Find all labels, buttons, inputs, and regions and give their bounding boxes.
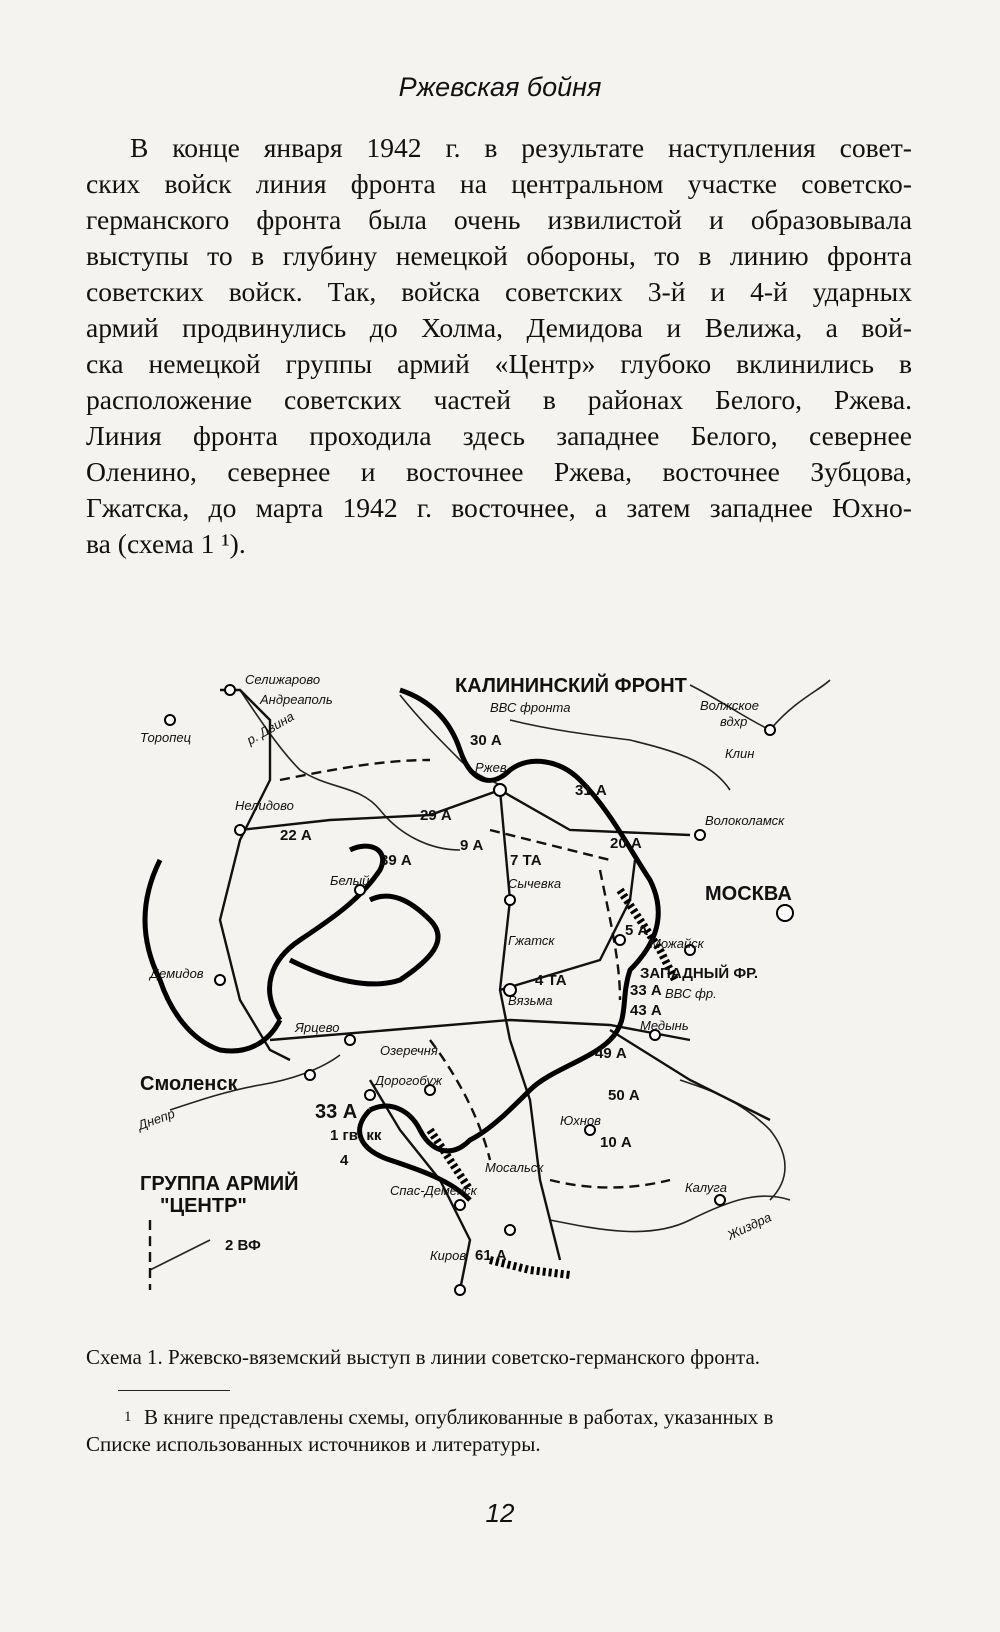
label-dorogobuzh: Дорогобуж	[375, 1073, 442, 1088]
label-mozhaisk: Можайск	[650, 936, 704, 951]
paragraph-line: советских войск. Так, войска советских 3-й и 4-й ударных	[86, 276, 912, 307]
label-vyazma: Вязьма	[508, 993, 553, 1008]
label-klin: Клин	[725, 746, 755, 761]
footnote-line: В книге представлены схемы, опубликованные в работах, указанных в	[144, 1405, 774, 1429]
label-andreapol: Андреаполь	[260, 692, 333, 707]
army-43: 43 А	[630, 1002, 662, 1019]
army-31: 31 А	[575, 782, 607, 799]
army-4-airborne: 4	[340, 1152, 349, 1169]
footnote-marker: 1	[124, 1409, 132, 1425]
paragraph-line: Гжатска, до марта 1942 г. восточнее, а затем западнее Юхно-	[86, 492, 912, 523]
label-gzhatsk: Гжатск	[508, 933, 555, 948]
army-5: 5 А	[625, 922, 649, 939]
footnote-divider	[118, 1390, 230, 1391]
label-volga-reservoir: Волжское	[700, 698, 759, 713]
paragraph-line: расположение советских частей в районах Белого, Ржева.	[86, 384, 912, 415]
army-33-south: 33 А	[315, 1101, 358, 1123]
footnote-line: Списке использованных источников и литературы.	[86, 1432, 541, 1456]
paragraph-line: Оленино, севернее и восточнее Ржева, восточнее Зубцова,	[86, 456, 912, 487]
army-20: 20 А	[610, 835, 642, 852]
label-spas-demensk: Спас-Деменск	[390, 1183, 477, 1198]
running-head: Ржевская бойня	[398, 72, 602, 102]
label-dnepr: Днепр	[135, 1105, 177, 1133]
label-kirov: Киров	[430, 1248, 467, 1263]
label-western-front: ЗАПАДНЫЙ ФР.	[640, 965, 759, 982]
label-smolensk: Смоленск	[140, 1073, 238, 1095]
army-61: 61 А	[475, 1247, 507, 1264]
label-volga-reservoir-abbr: вдхр	[720, 714, 748, 729]
army-33: 33 А	[630, 982, 662, 999]
army-39: 39 А	[380, 852, 412, 869]
paragraph-line: армий продвинулись до Холма, Демидова и Велижа, а вой-	[86, 312, 912, 343]
label-group-center-name: "ЦЕНТР"	[160, 1195, 247, 1217]
paragraph-line: ска немецкой группы армий «Центр» глубоко вклинились в	[86, 348, 912, 379]
label-mosalsk: Мосальск	[485, 1160, 544, 1175]
page-number: 12	[485, 1498, 515, 1528]
paragraph-line: ских войск линия фронта на центральном участке советско-	[86, 168, 912, 199]
army-49: 49 А	[595, 1045, 627, 1062]
label-yartsevo: Ярцево	[295, 1020, 340, 1035]
label-dvina: р. Двина	[244, 708, 297, 748]
army-29: 29 А	[420, 807, 452, 824]
label-vvs-western: ВВС фр.	[665, 986, 717, 1001]
army-22: 22 А	[280, 827, 312, 844]
paragraph-line: Линия фронта проходила здесь западнее Белого, севернее	[86, 420, 912, 451]
army-9: 9 А	[460, 837, 484, 854]
army-10: 10 А	[600, 1134, 632, 1151]
army-50: 50 А	[608, 1087, 640, 1104]
label-vvs-front: ВВС фронта	[490, 700, 571, 715]
figure-caption: Схема 1. Ржевско-вяземский выступ в линии советско-германского фронта.	[86, 1345, 761, 1369]
label-zhizdra: Жиздра	[724, 1209, 774, 1243]
army-30: 30 А	[470, 732, 502, 749]
footnote	[86, 1404, 912, 1458]
paragraph-line: В конце января 1942 г. в результате наступления совет-	[130, 132, 912, 163]
label-kalinin-front: КАЛИНИНСКИЙ ФРОНТ	[455, 675, 687, 697]
paragraph-line: выступы то в глубину немецкой обороны, то в линию фронта	[86, 240, 912, 271]
label-rzhev: Ржев	[475, 760, 507, 775]
label-belyi: Белый	[330, 873, 370, 888]
label-kaluga: Калуга	[685, 1180, 727, 1195]
label-group-center: ГРУППА АРМИЙ	[140, 1173, 299, 1195]
label-toropets: Торопец	[140, 730, 192, 745]
paragraph-line: ва (схема 1 ¹).	[86, 528, 246, 559]
label-ozerechnya: Озеречня	[380, 1043, 438, 1058]
body-paragraph	[86, 130, 912, 562]
label-nelidovo: Нелидово	[235, 798, 294, 813]
paragraph-line: германского фронта была очень извилистой и образовывала	[86, 204, 912, 235]
label-yukhnov: Юхнов	[560, 1113, 601, 1128]
label-moscow: МОСКВА	[705, 883, 792, 905]
label-second-af: 2 ВФ	[225, 1237, 261, 1254]
army-7ta: 7 ТА	[510, 852, 542, 869]
label-volokolamsk: Волоколамск	[705, 813, 785, 828]
army-4ta: 4 ТА	[535, 972, 567, 989]
rzhev-vyazma-salient-map	[130, 660, 870, 1310]
label-sychevka: Сычевка	[508, 876, 562, 891]
label-medyn: Медынь	[640, 1018, 689, 1033]
label-demidov: Демидов	[150, 966, 204, 981]
guards-cavalry-corps: 1 гв. кк	[330, 1127, 382, 1144]
label-selizharovo: Селижарово	[245, 672, 321, 687]
